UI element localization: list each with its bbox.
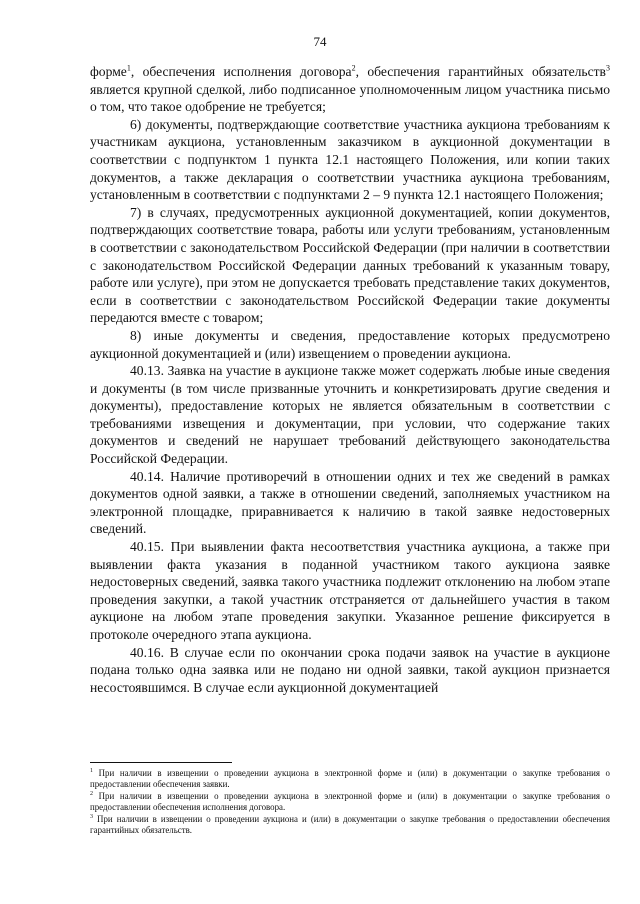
text-segment: форме <box>90 64 127 79</box>
paragraph-40-16: 40.16. В случае если по окончании срока подачи заявок на участие в аукционе подана только одна заявка или не подано ни одной заявки, такой аукцион признается несостоявшимся. В случае если аукционной документацией <box>90 644 610 695</box>
footnote-3 <box>90 814 610 837</box>
paragraph-40-13: 40.13. Заявка на участие в аукционе также может содержать любые иные сведения и документы (в том числе призванные уточнить и конкретизировать другие сведения и документы), предоставление которых не является обязательным в соответствии с требованиями извещения и документации, при условии, что содержание таких документов и сведений не нарушает требований действующего законодательства Российской Федерации. <box>90 363 610 467</box>
paragraph-item-6: 6) документы, подтверждающие соответствие участника аукциона требованиям к участникам аукциона, установленным заказчиком в аукционной документации в соответствии с подпунктом 1 пункта 12.1 настоящего Положения, или копии таких документов, а также декларация о соответствии участника аукциона требованиям, установленным в соответствии с подпунктами 2 – 9 пункта 12.1 настоящего Положения; <box>90 116 610 203</box>
paragraph-item-8: 8) иные документы и сведения, предоставление которых предусмотрено аукционной документацией и (или) извещением о проведении аукциона. <box>90 327 610 361</box>
footnote-1 <box>90 768 610 791</box>
paragraph-40-14: 40.14. Наличие противоречий в отношении одних и тех же сведений в рамках документов одной заявки, а также в отношении сведений, заполняемых участником на электронной площадке, приравнивается к наличию в такой заявке недостоверных сведений. <box>90 468 610 537</box>
paragraph-40-15: 40.15. При выявлении факта несоответствия участника аукциона, а также при выявлении факта указания в поданной участником такого аукциона заявке недостоверных сведений, заявка такого участника подлежит отклонению на любом этапе проведения закупки, а такой участник отстраняется от дальнейшего участия в таком аукционе на любом этапе проведения закупки. Указанное решение фиксируется в протоколе очередного этапа аукциона. <box>90 539 610 642</box>
text-segment: , обеспечения исполнения договора <box>130 64 352 79</box>
footnote-separator <box>90 762 232 763</box>
footnote-ref-2[interactable]: 2 <box>351 63 356 73</box>
footnote-2 <box>90 791 610 814</box>
footnote-text: При наличии в извещении о проведении аукциона в электронной форме и (или) в документации о закупке требования о предоставлении обеспечения заявки. <box>90 768 610 790</box>
paragraph-continuation <box>90 63 610 116</box>
footnote-ref-1[interactable]: 1 <box>126 63 131 73</box>
page-number: 74 <box>313 34 327 49</box>
footnote-mark-3: 3 <box>90 813 93 820</box>
footnotes <box>90 768 610 836</box>
text-segment: является крупной сделкой, либо подписанное уполномоченным лицом участника письмо о том, что такое одобрение не требуется; <box>90 81 610 115</box>
text-segment: , обеспечения гарантийных обязательств <box>355 64 606 79</box>
document-body <box>90 63 610 696</box>
footnote-mark-2: 2 <box>90 790 93 797</box>
footnote-mark-1: 1 <box>90 768 93 775</box>
footnote-text: При наличии в извещении о проведении аукциона и (или) в документации о закупке требования о предоставлении обеспечения гарантийных обязательств. <box>90 813 610 836</box>
footnote-ref-3[interactable]: 3 <box>605 63 610 73</box>
footnote-text: При наличии в извещении о проведении аукциона в электронной форме и (или) в документации о закупке требования о предоставлении обеспечения исполнения договора. <box>90 790 610 813</box>
paragraph-item-7: 7) в случаях, предусмотренных аукционной документацией, копии документов, подтверждающих соответствие товара, работы или услуги требованиям, установленным в соответствии с законодательством Российской Федерации (при наличии в соответствии с законодательством Российской Федерации данных требований к указанным товару, работе или услуге), при этом не допускается требовать представление таких документов, если в соответствии с законодательством Российской Федерации такие документы передаются вместе с товаром; <box>90 204 610 326</box>
